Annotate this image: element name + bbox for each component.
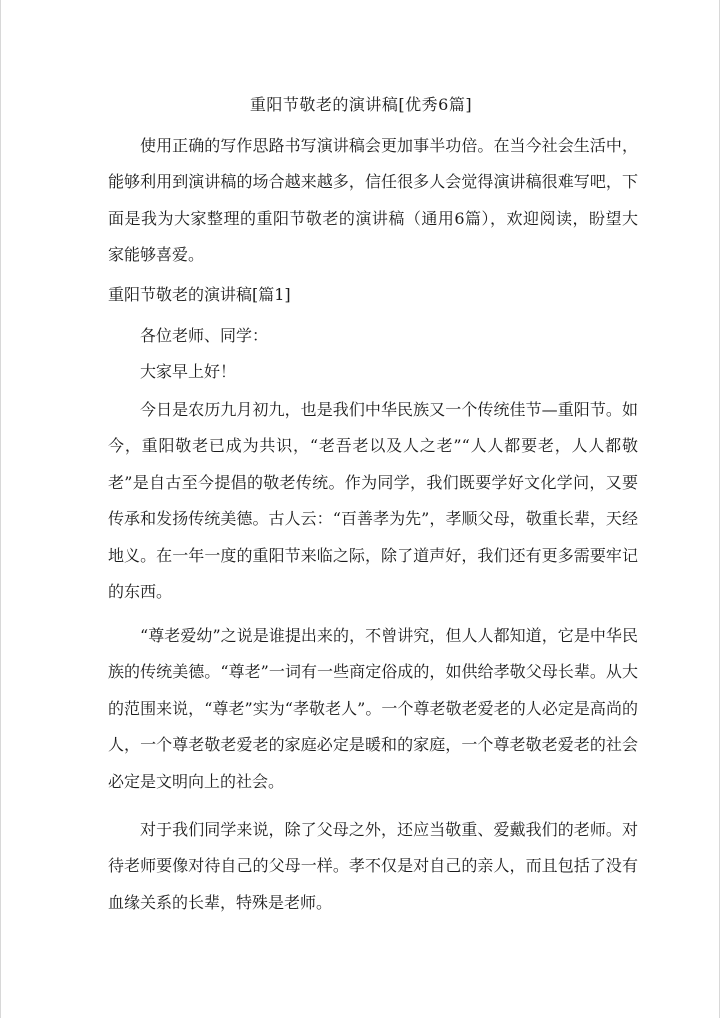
section-heading: 重阳节敬老的演讲稿[篇1] xyxy=(108,285,291,304)
body-paragraph-1: 今日是农历九月初九，也是我们中华民族又一个传统佳节—重阳节。如今，重阳敬老已成为共识，“老吾老以及人之老”“人人都要老，人人都敬老”是自古至今提倡的敬老传统。作为同学，我们既要学好文化学问，又要传承和发扬传统美德。古人云：“百善孝为先”，孝顺父母，敬重长辈，天经地义。在一年一度的重阳节来临之际，除了道声好，我们还有更多需要牢记的东西。 xyxy=(108,400,638,602)
body-paragraph-3: 对于我们同学来说，除了父母之外，还应当敬重、爱戴我们的老师。对待老师要像对待自己的父母一样。孝不仅是对自己的亲人，而且包括了没有血缘关系的长辈，特殊是老师。 xyxy=(108,820,638,912)
greeting-line-1: 各位老师、同学： xyxy=(140,326,269,345)
intro-paragraph: 使用正确的写作思路书写演讲稿会更加事半功倍。在当今社会生活中，能够利用到演讲稿的场合越来越多，信任很多人会觉得演讲稿很难写吧，下面是我为大家整理的重阳节敬老的演讲稿（通用6篇），欢迎阅读，盼望大家能够喜爱。 xyxy=(108,136,638,265)
document-title: 重阳节敬老的演讲稿[优秀6篇] xyxy=(249,95,473,114)
greeting-line-2: 大家早上好！ xyxy=(140,362,237,381)
body-paragraph-2: “尊老爱幼”之说是谁提出来的，不曾讲究，但人人都知道，它是中华民族的传统美德。“尊老”一词有一些商定俗成的，如供给孝敬父母长辈。从大的范围来说，“尊老”实为“孝敬老人”。一个尊老敬老爱老的人必定是高尚的人，一个尊老敬老爱老的家庭必定是暖和的家庭，一个尊老敬老爱老的社会必定是文明向上的社会。 xyxy=(108,626,638,791)
